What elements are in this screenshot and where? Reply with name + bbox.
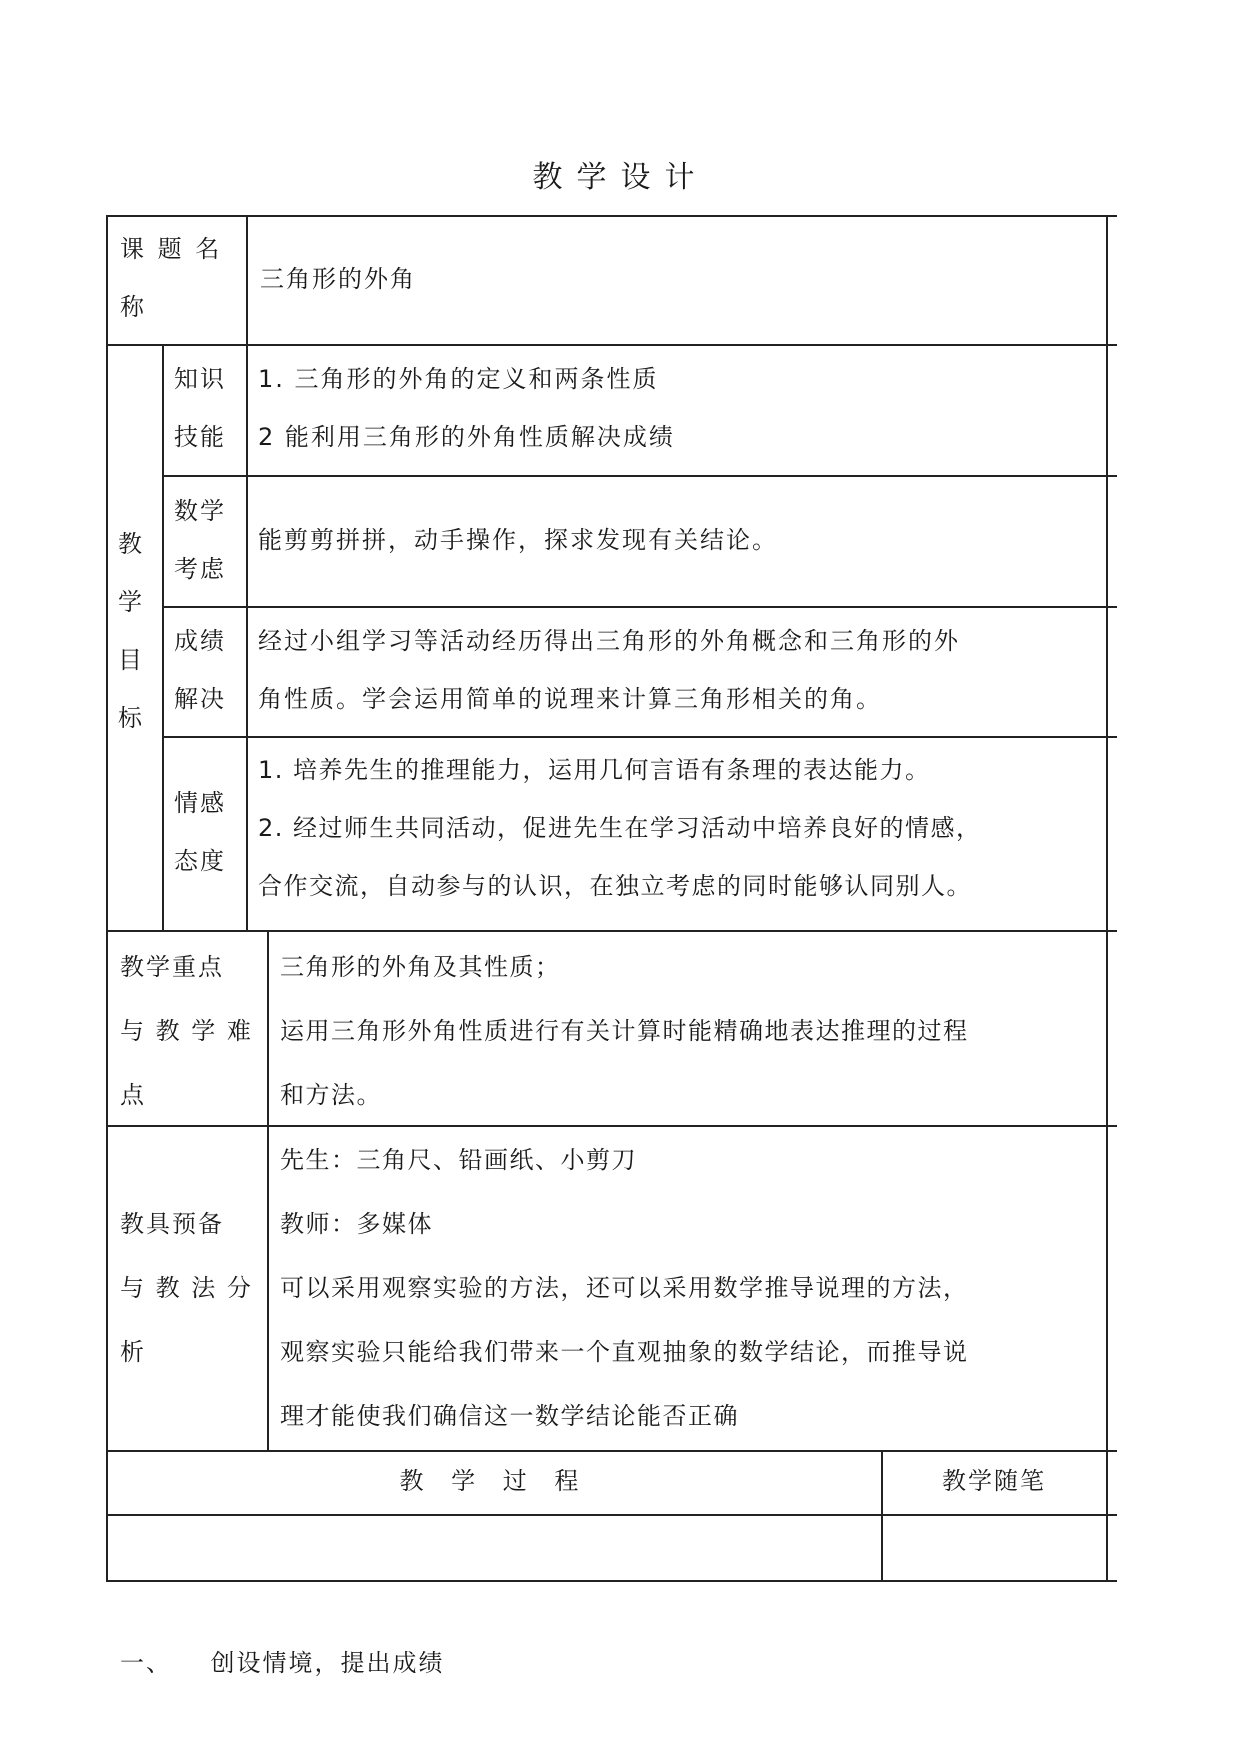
row-divider-process-header [106,1514,1117,1516]
course-name-label-line: 课 题 名 [120,235,223,263]
tools-line: 可以采用观察实验的方法，还可以采用数学推导说理的方法， [280,1274,969,1302]
thinking-label-line: 数学 [174,497,226,525]
key-points-line: 和方法。 [280,1081,382,1109]
knowledge-label-line: 技能 [174,423,226,451]
key-points-line: 三角形的外角及其性质； [280,953,561,981]
key-points-label-line: 教学重点 [120,953,224,981]
row-divider-thinking [163,606,1117,608]
objectives-label [118,515,144,747]
process-step-text: 一、 创设情境，提出成绩 [120,1649,445,1677]
problem-solving-line: 角性质。学会运用简单的说理来计算三角形相关的角。 [258,685,882,713]
key-points-label-line: 点 [120,1081,146,1109]
notes-header: 教学随笔 [942,1467,1046,1495]
knowledge-label-line: 知识 [174,365,226,393]
objectives-label-char: 学 [118,588,144,616]
problem-solving-content [258,612,960,728]
course-name-text: 三角形的外角 [260,265,416,293]
course-name-label [120,220,222,336]
objectives-label-char: 教 [118,530,144,558]
tools-label-line: 与 教 法 分 [120,1274,253,1302]
thinking-content [258,511,778,569]
tools-line: 观察实验只能给我们带来一个直观抽象的数学结论，而推导说 [280,1338,969,1366]
attitude-label-line: 态度 [174,847,226,875]
process-step-1 [120,1518,445,1750]
problem-solving-label [174,612,226,728]
problem-solving-label-line: 解决 [174,685,226,713]
tools-label-line: 析 [120,1338,146,1366]
knowledge-content [258,350,675,466]
objectives-label-char: 标 [118,704,144,732]
tools-line: 理才能使我们确信这一数学结论能否正确 [280,1402,739,1430]
tools-line: 先生：三角尺、铅画纸、小剪刀 [280,1146,637,1174]
attitude-line: 1. 培养先生的推理能力，运用几何言语有条理的表达能力。 [258,756,931,784]
row-divider-course [106,344,1117,346]
key-points-line: 运用三角形外角性质进行有关计算时能精确地表达推理的过程 [280,1017,969,1045]
row-divider-objectives [106,930,1117,932]
table-border-top [106,215,1117,217]
problem-solving-label-line: 成绩 [174,627,226,655]
tools-label [120,1192,253,1384]
key-points-content [280,935,969,1127]
col-divider-course [246,215,248,345]
key-points-label-line: 与 教 学 难 [120,1017,253,1045]
knowledge-label [174,350,226,466]
col-divider-objectives-outer [162,344,164,931]
thinking-line: 能剪剪拼拼，动手操作，探求发现有关结论。 [258,526,778,554]
tools-content [280,1128,969,1448]
table-border-right [1106,215,1108,1581]
attitude-line: 2. 经过师生共同活动，促进先生在学习活动中培养良好的情感， [258,814,982,842]
row-divider-knowledge [163,475,1117,477]
attitude-line: 合作交流，自动参与的认识，在独立考虑的同时能够认同别人。 [258,872,972,900]
attitude-label [174,774,226,890]
col-divider-keypoints-tools [267,930,269,1451]
col-divider-objectives-inner [246,344,248,931]
process-header: 教 学 过 程 [399,1467,589,1495]
row-divider-problem [163,736,1117,738]
problem-solving-line: 经过小组学习等活动经历得出三角形的外角概念和三角形的外 [258,627,960,655]
course-name-label-line: 称 [120,293,146,321]
key-points-label [120,935,253,1127]
table-border-left [106,215,108,1581]
knowledge-line: 2 能利用三角形的外角性质解决成绩 [258,423,675,451]
attitude-label-line: 情感 [174,789,226,817]
tools-label-line: 教具预备 [120,1210,224,1238]
page-title: 教学设计 [532,160,709,195]
attitude-content [258,741,982,915]
tools-line: 教师：多媒体 [280,1210,433,1238]
knowledge-line: 1. 三角形的外角的定义和两条性质 [258,365,659,393]
thinking-label [174,482,226,598]
thinking-label-line: 考虑 [174,555,226,583]
course-name-value [260,250,416,308]
objectives-label-char: 目 [118,646,144,674]
